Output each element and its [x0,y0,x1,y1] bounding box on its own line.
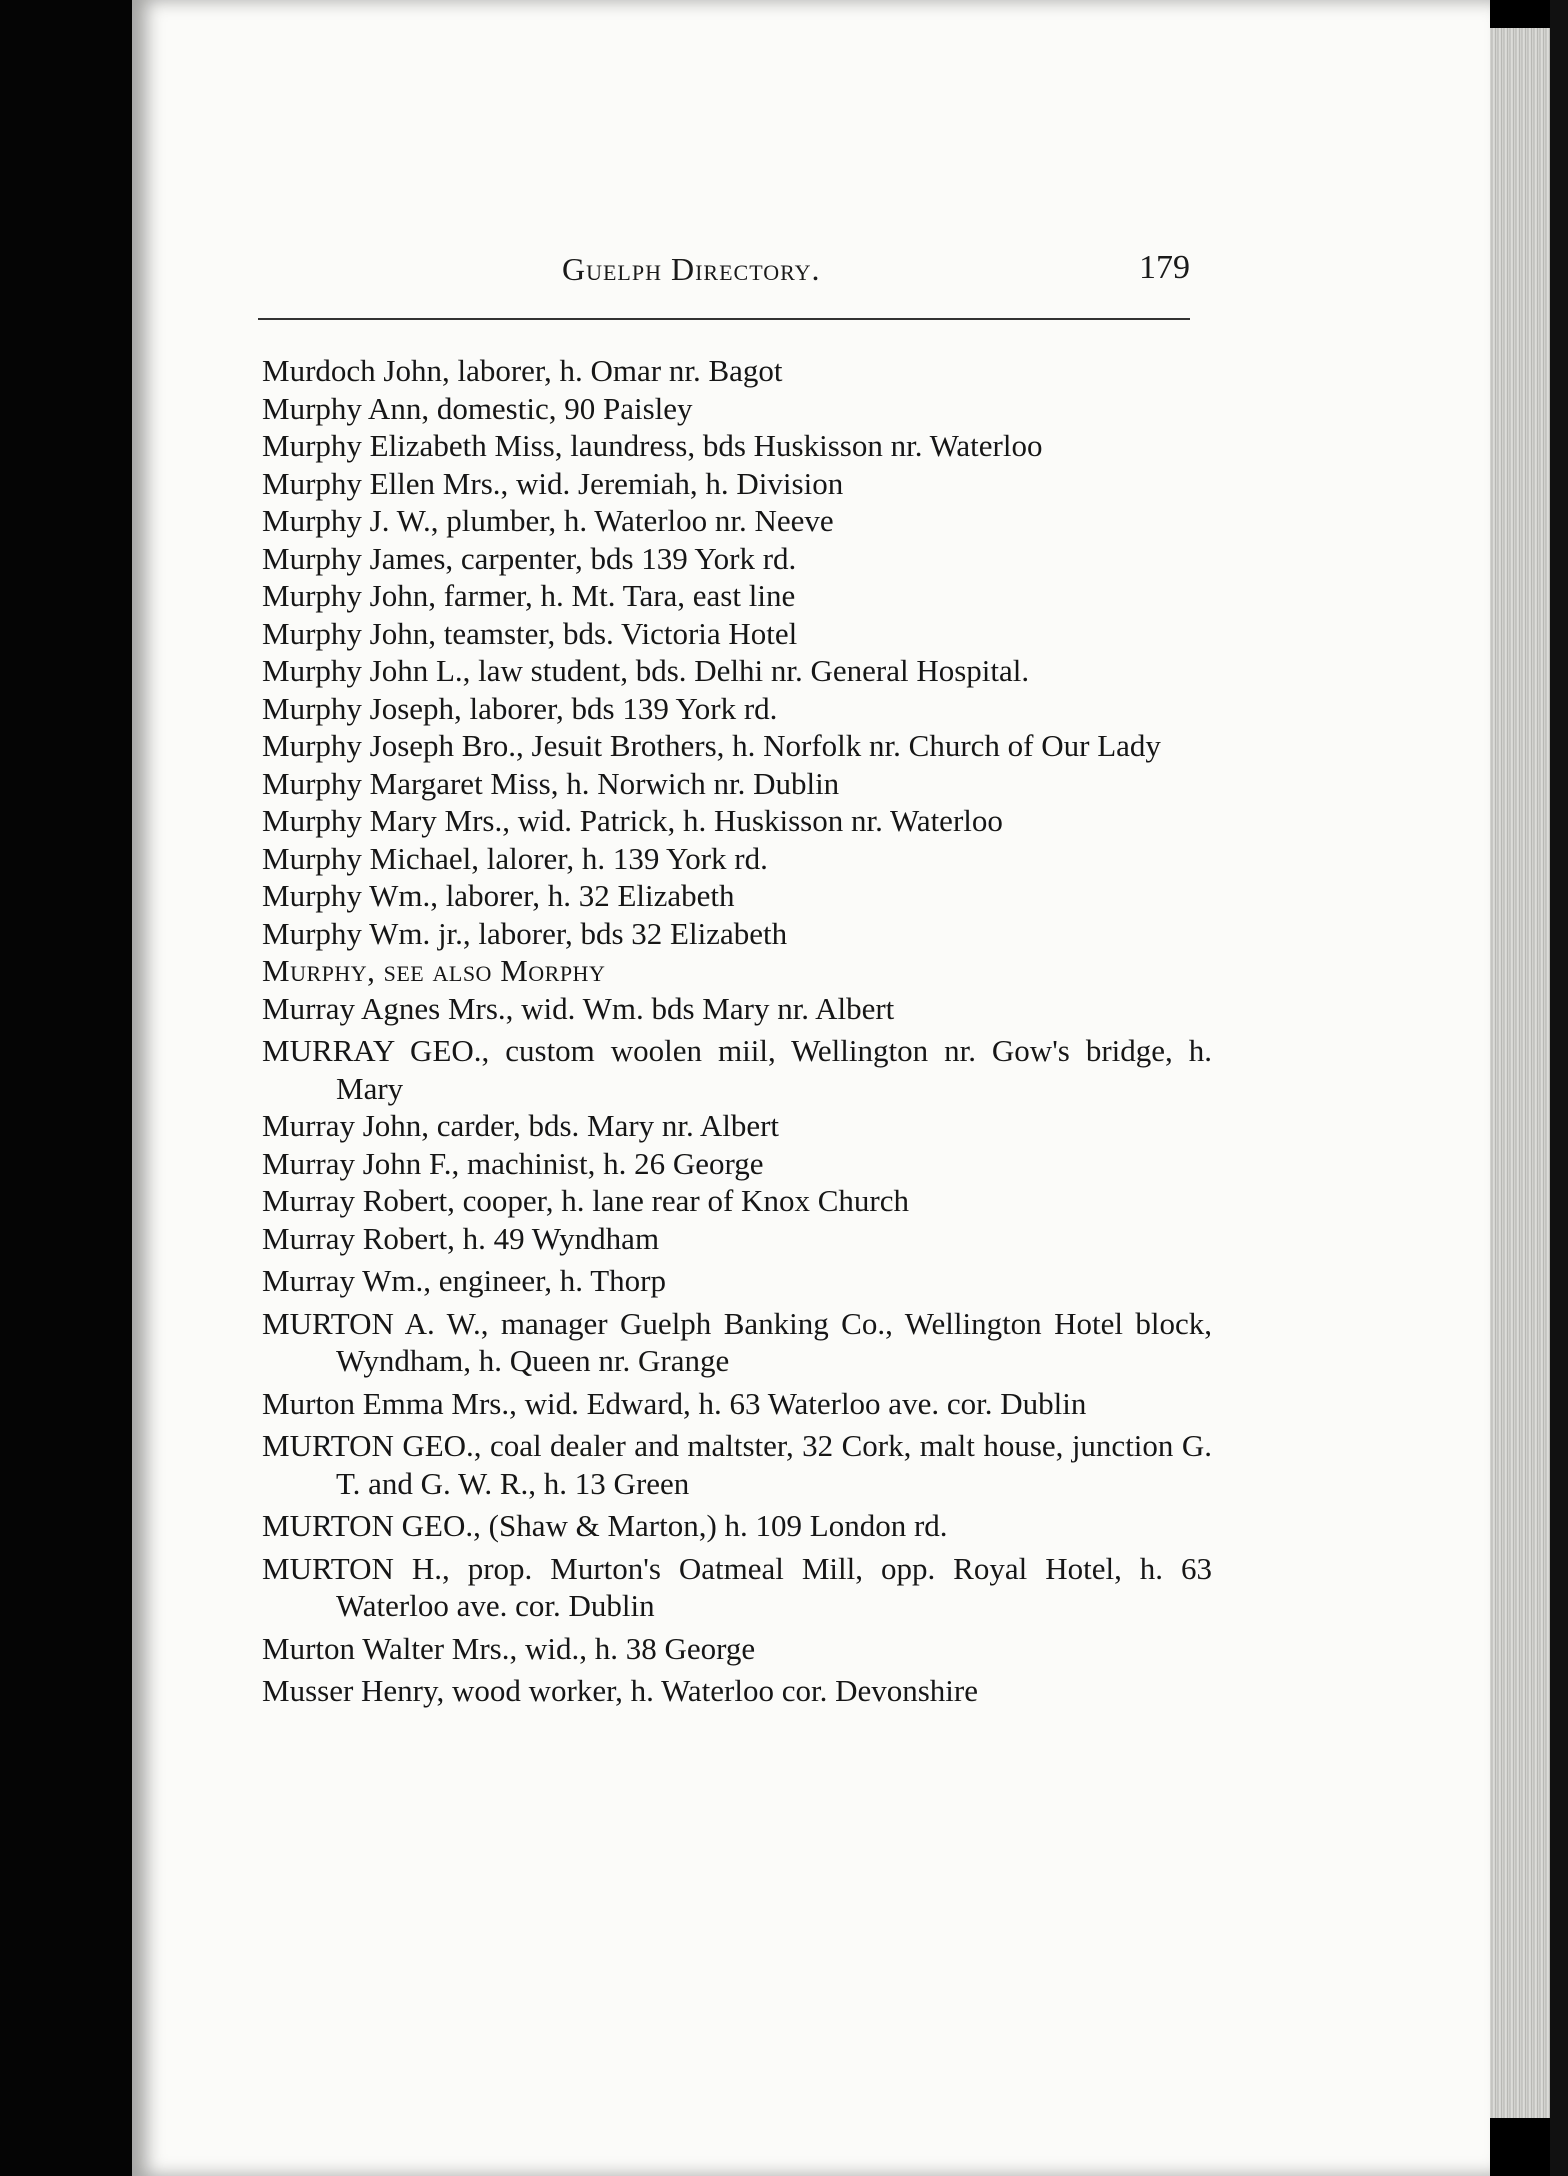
page-edges [1490,28,1550,2118]
book-gutter [0,0,132,2176]
header-rule [258,318,1190,320]
directory-entry: Murton Emma Mrs., wid. Edward, h. 63 Waterloo ave. cor. Dublin [262,1385,1087,1421]
directory-entry: Murphy Ann, domestic, 90 Paisley [262,390,693,426]
directory-entry: Murdoch John, laborer, h. Omar nr. Bagot [262,353,783,388]
directory-entry: Murray Robert, cooper, h. lane rear of Knox Church [262,1183,909,1218]
directory-entry: Murray John F., machinist, h. 26 George [262,1145,764,1181]
page-edge-shadow [1550,0,1568,2176]
directory-entry-business: MURTON GEO., coal dealer and maltster, 32 Cork, malt house, junction G. T. and G. W. R., h. 13 Green [262,1428,1212,1501]
directory-entry: Murphy Elizabeth Miss, laundress, bds Huskisson nr. Waterloo [262,428,1043,463]
directory-entry: Musser Henry, wood worker, h. Waterloo cor. Devonshire [262,1673,978,1708]
directory-entry: Murphy Ellen Mrs., wid. Jeremiah, h. Division [262,465,844,501]
directory-entry: Murphy John, teamster, bds. Victoria Hotel [262,615,798,651]
page-number: 179 [1139,249,1190,286]
cross-reference-entry: Murphy, see also Morphy [262,953,606,988]
directory-entry: Murphy Michael, lalorer, h. 139 York rd. [262,840,768,876]
directory-entry: Murphy Joseph Bro., Jesuit Brothers, h. Norfolk nr. Church of Our Lady [262,728,1161,763]
directory-entry: Murray Wm., engineer, h. Thorp [262,1263,666,1298]
directory-entry: Murray Agnes Mrs., wid. Wm. bds Mary nr. Albert [262,990,895,1026]
directory-entry: Murphy J. W., plumber, h. Waterloo nr. Neeve [262,503,834,538]
directory-entry: Murphy Mary Mrs., wid. Patrick, h. Huskisson nr. Waterloo [262,803,1003,838]
directory-entry-business: MURRAY GEO., custom woolen miil, Wellington nr. Gow's bridge, h. Mary [262,1033,1212,1106]
directory-entry: Murphy Wm., laborer, h. 32 Elizabeth [262,878,735,913]
directory-entry: Murphy Wm. jr., laborer, bds 32 Elizabeth [262,915,788,951]
directory-entry-business: MURTON GEO., (Shaw & Marton,) h. 109 London rd. [262,1508,948,1543]
directory-entry-business: MURTON H., prop. Murton's Oatmeal Mill, opp. Royal Hotel, h. 63 Waterloo ave. cor. Dublin [262,1550,1212,1623]
directory-entry: Murphy Margaret Miss, h. Norwich nr. Dublin [262,765,840,801]
running-title: Guelph Directory. [562,251,821,287]
directory-entry: Murray Robert, h. 49 Wyndham [262,1220,660,1256]
directory-entries [262,352,1212,1710]
directory-entry: Murton Walter Mrs., wid., h. 38 George [262,1630,756,1666]
directory-entry: Murphy Joseph, laborer, bds 139 York rd. [262,690,778,726]
directory-entry: Murphy John L., law student, bds. Delhi nr. General Hospital. [262,653,1030,688]
directory-entry: Murray John, carder, bds. Mary nr. Albert [262,1108,780,1143]
page-header [250,245,1190,305]
directory-entry: Murphy James, carpenter, bds 139 York rd. [262,540,797,576]
directory-entry-business: MURTON A. W., manager Guelph Banking Co., Wellington Hotel block, Wyndham, h. Queen nr. Grange [262,1305,1212,1378]
directory-entry: Murphy John, farmer, h. Mt. Tara, east line [262,578,796,613]
